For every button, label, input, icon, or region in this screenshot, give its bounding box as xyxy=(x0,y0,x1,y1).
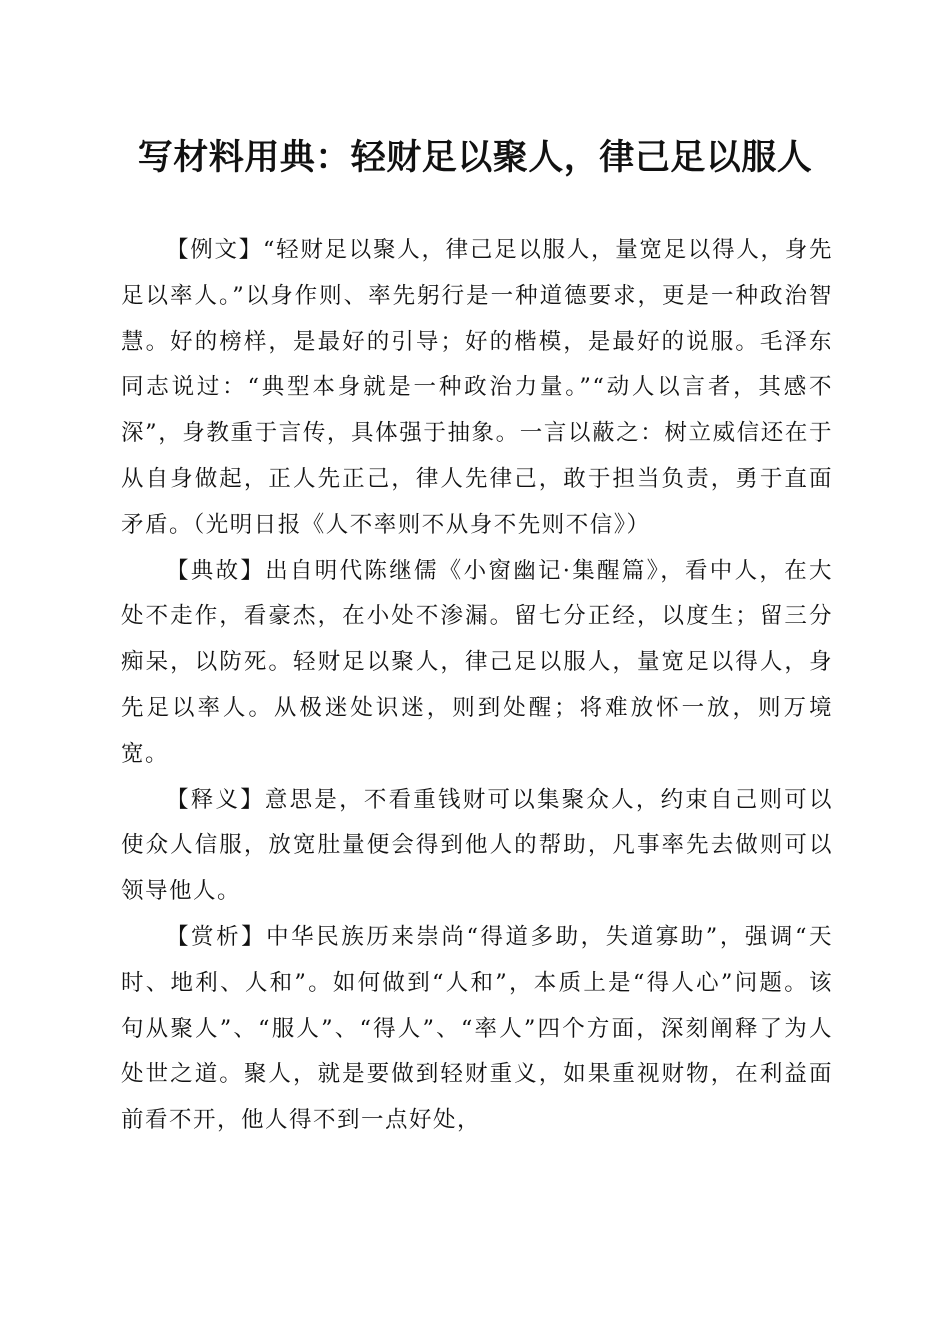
paragraph-interpretation: 【释义】意思是，不看重钱财可以集聚众人，约束自己则可以使众人信服，放宽肚量便会得到他人的帮助，凡事率先去做则可以领导他人。 xyxy=(121,786,833,905)
document-title: 写材料用典：轻财足以聚人，律己足以服人 xyxy=(137,137,813,178)
paragraph-appreciation: 【赏析】中华民族历来崇尚“得道多助，失道寡助”，强调“天时、地利、人和”。如何做到“人和”，本质上是“得人心”问题。该句从聚人”、“服人”、“得人”、“率人”四个方面，深刻阐释了为人处世之道。聚人，就是要做到轻财重义，如果重视财物，在利益面前看不开，他人得不到一点好处， xyxy=(121,923,833,1134)
paragraph-example: 【例文】“轻财足以聚人，律己足以服人，量宽足以得人，身先足以率人。”以身作则、率先躬行是一种道德要求，更是一种政治智慧。好的榜样，是最好的引导；好的楷模，是最好的说服。毛泽东同志说过：“典型本身就是一种政治力量。”“动人以言者，其感不深”，身教重于言传，具体强于抽象。一言以蔽之：树立威信还在于从自身做起，正人先正己，律人先律己，敢于担当负责，勇于直面矛盾。（光明日报《人不率则不从身不先则不信》） xyxy=(121,237,833,538)
document-body xyxy=(121,228,833,1144)
paragraph-allusion: 【典故】出自明代陈继儒《小窗幽记·集醒篇》，看中人，在大处不走作，看豪杰，在小处不渗漏。留七分正经，以度生；留三分痴呆，以防死。轻财足以聚人，律己足以服人，量宽足以得人，身先足以率人。从极迷处识迷，则到处醒；将难放怀一放，则万境宽。 xyxy=(121,557,833,767)
